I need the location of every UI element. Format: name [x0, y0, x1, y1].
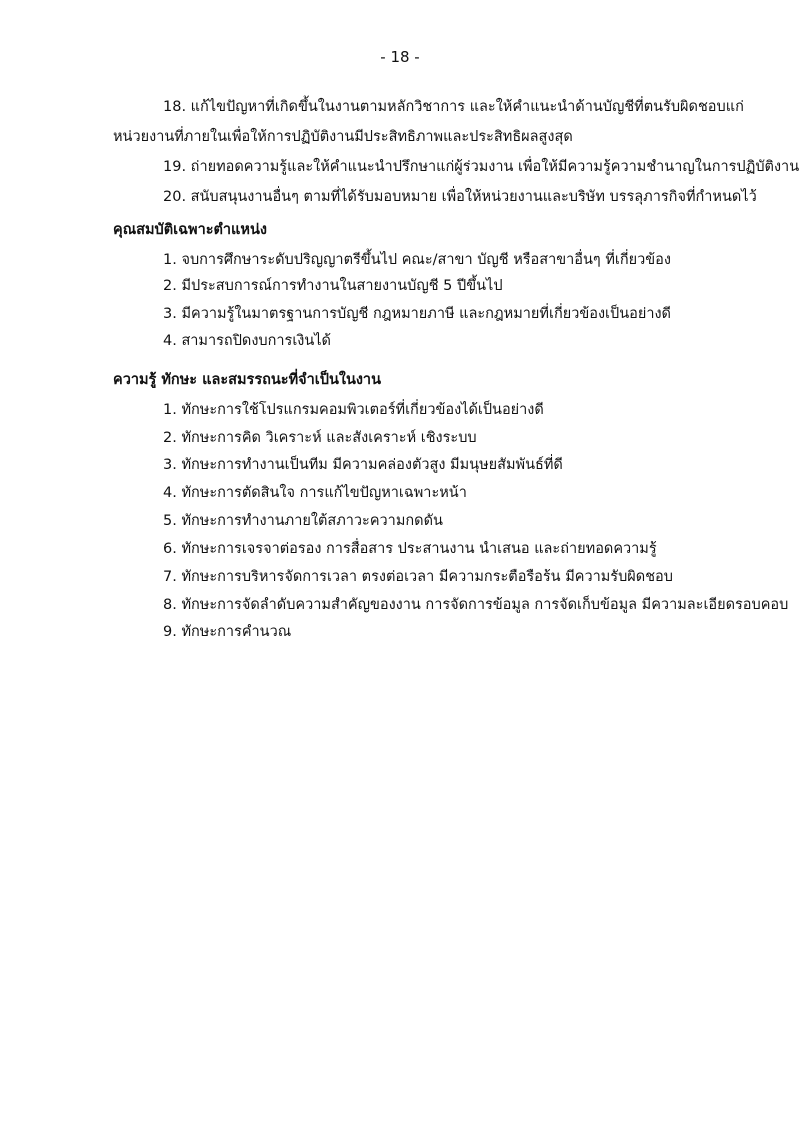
skill-item: 5. ทักษะการทำงานภายใต้สภาวะความกดดัน: [163, 513, 443, 529]
skill-item: 7. ทักษะการบริหารจัดการเวลา ตรงต่อเวลา มีความกระตือรือร้น มีความรับผิดชอบ: [163, 569, 673, 585]
skill-item: 8. ทักษะการจัดลำดับความสำคัญของงาน การจัดการข้อมูล การจัดเก็บข้อมูล มีความละเอียดรอบคอบ: [163, 597, 789, 613]
duty-19: 19. ถ่ายทอดความรู้และให้คำแนะนำปรึกษาแก่ผู้ร่วมงาน เพื่อให้มีความรู้ความชำนาญในการปฏิบัติงาน: [163, 159, 800, 175]
qualification-item: 3. มีความรู้ในมาตรฐานการบัญชี กฎหมายภาษี และกฎหมายที่เกี่ยวข้องเป็นอย่างดี: [163, 306, 671, 322]
skill-item: 3. ทักษะการทำงานเป็นทีม มีความคล่องตัวสูง มีมนุษยสัมพันธ์ที่ดี: [163, 457, 563, 473]
duty-18-line-1: 18. แก้ไขปัญหาที่เกิดขึ้นในงานตามหลักวิชาการ และให้คำแนะนำด้านบัญชีที่ตนรับผิดชอบแก่: [163, 99, 744, 115]
duty-20: 20. สนับสนุนงานอื่นๆ ตามที่ได้รับมอบหมาย เพื่อให้หน่วยงานและบริษัท บรรลุภารกิจที่กำหนดไว้: [163, 189, 757, 205]
qualification-item: 2. มีประสบการณ์การทำงานในสายงานบัญชี 5 ปีขึ้นไป: [163, 278, 503, 294]
page-number: - 18 -: [380, 48, 420, 66]
qualifications-heading: คุณสมบัติเฉพาะตำแหน่ง: [113, 222, 267, 238]
skill-item: 4. ทักษะการตัดสินใจ การแก้ไขปัญหาเฉพาะหน้า: [163, 485, 467, 501]
skills-heading: ความรู้ ทักษะ และสมรรถนะที่จำเป็นในงาน: [113, 372, 381, 388]
skill-item: 2. ทักษะการคิด วิเคราะห์ และสังเคราะห์ เชิงระบบ: [163, 430, 477, 446]
skill-item: 1. ทักษะการใช้โปรแกรมคอมพิวเตอร์ที่เกี่ยวข้องได้เป็นอย่างดี: [163, 402, 544, 418]
skill-item: 6. ทักษะการเจรจาต่อรอง การสื่อสาร ประสานงาน นำเสนอ และถ่ายทอดความรู้: [163, 541, 657, 557]
skill-item: 9. ทักษะการคำนวณ: [163, 624, 292, 640]
qualification-item: 1. จบการศึกษาระดับปริญญาตรีขึ้นไป คณะ/สาขา บัญชี หรือสาขาอื่นๆ ที่เกี่ยวข้อง: [163, 252, 671, 268]
qualification-item: 4. สามารถปิดงบการเงินได้: [163, 333, 331, 349]
duty-18-line-2: หน่วยงานที่ภายในเพื่อให้การปฏิบัติงานมีประสิทธิภาพและประสิทธิผลสูงสุด: [113, 129, 573, 145]
